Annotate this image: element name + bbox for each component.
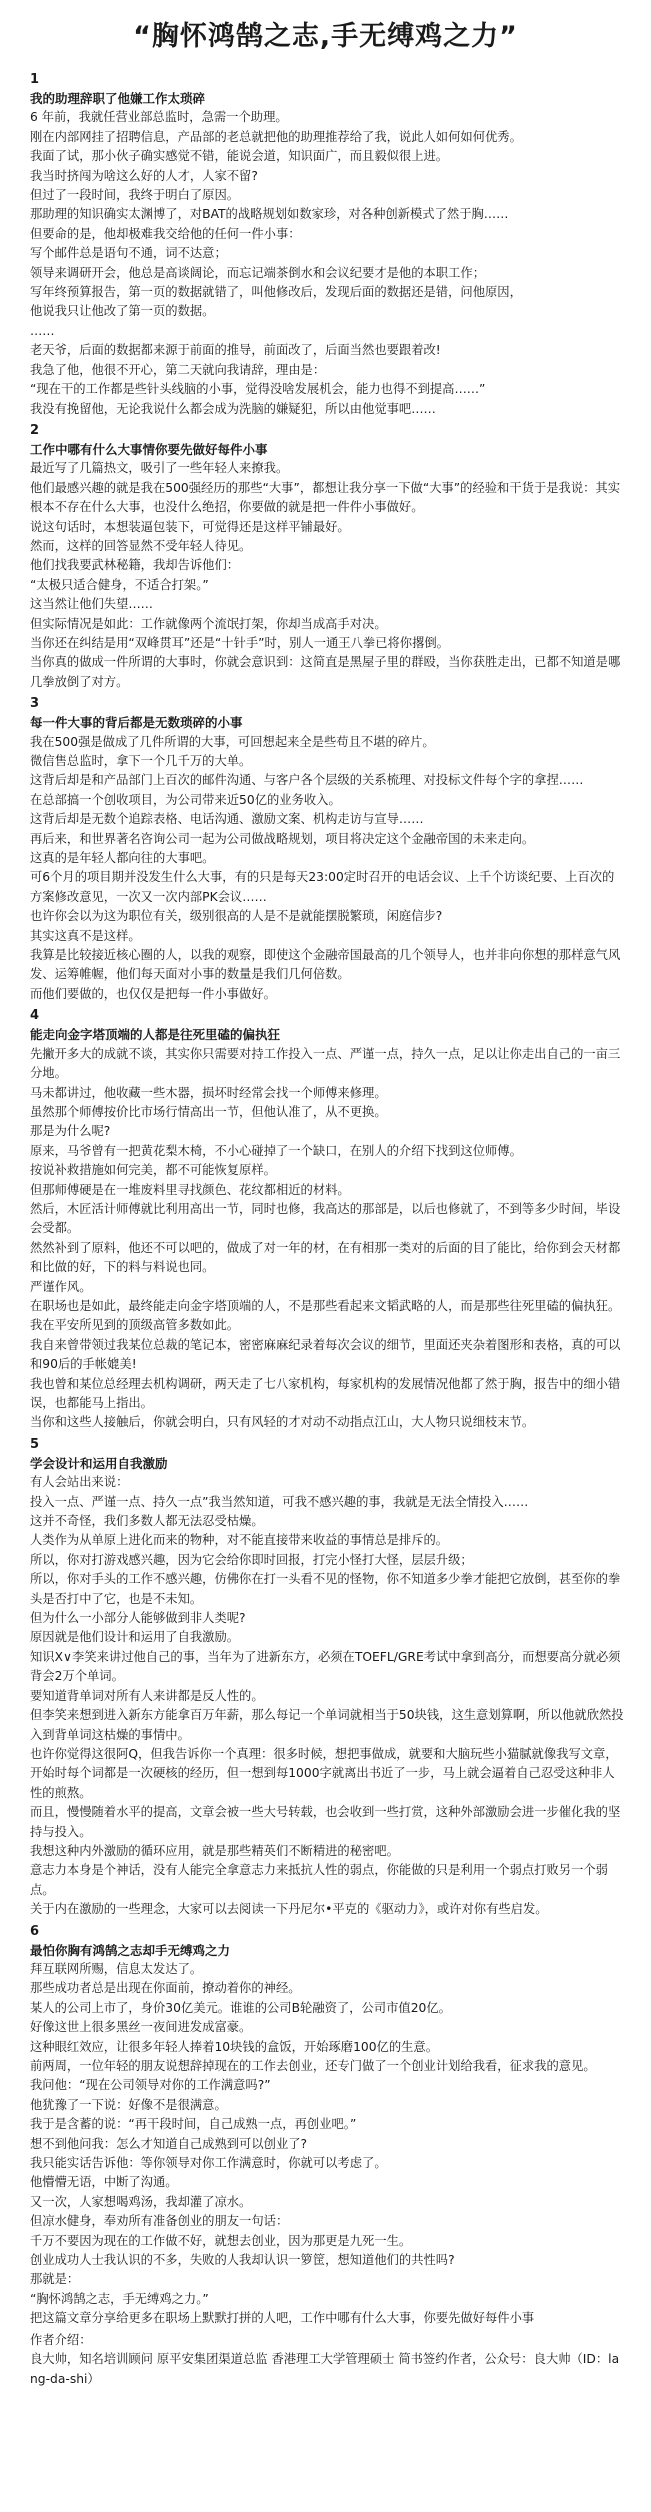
- paragraph-line: 我没有挽留他，无论我说什么都会成为洗脑的嫌疑犯，所以由他觉事吧……: [30, 401, 436, 416]
- paragraph-line: 他说我只让他改了第一页的数据。: [30, 304, 215, 319]
- paragraph-line: 但实际情况是如此：工作就像两个流氓打架，你却当成高手对决。: [30, 616, 387, 631]
- paragraph-line: 但为什么一小部分人能够做到非人类呢?: [30, 1611, 246, 1626]
- section-2: [30, 421, 625, 692]
- paragraph-line: 想不到他问我：怎么才知道自己成熟到可以创业了?: [30, 2136, 308, 2151]
- paragraph-line: 最近写了几篇热文，吸引了一些年轻人来撩我。: [30, 461, 289, 476]
- section-number: 2: [30, 422, 40, 438]
- paragraph-line: 那就是：: [30, 2272, 80, 2287]
- paragraph-line: 这背后却是无数个追踪表格、电话沟通、激励文案、机构走访与宣导……: [30, 812, 424, 827]
- paragraph-line: 我问他：“现在公司领导对你的工作满意吗?”: [30, 2078, 271, 2093]
- paragraph-line: 当你还在纠结是用“双峰贯耳”还是“十针手”时，别人一通王八拳已将你撂倒。: [30, 635, 449, 650]
- author-bio: 良大帅，知名培训顾问 原平安集团渠道总监 香港理工大学管理硕士 简书签约作者，公众号：良大帅（ID：lang-da-shi）: [30, 2352, 620, 2386]
- paragraph-line: 我想这种内外激励的循环应用，就是那些精英们不断精进的秘密吧。: [30, 1843, 399, 1858]
- paragraph-line: 他犹豫了一下说：好像不是很满意。: [30, 2097, 227, 2112]
- paragraph-line: “现在干的工作都是些针头线脑的小事，觉得没啥发展机会，能力也得不到提高……”: [30, 382, 486, 397]
- paragraph-line: 按说补救措施如何完美，都不可能恢复原样。: [30, 1163, 276, 1178]
- paragraph-line: 他们找我要武林秘籍，我却告诉他们：: [30, 558, 240, 573]
- paragraph-line: 那助理的知识确实太渊博了，对BAT的战略规划如数家珍，对各种创新模式了然于胸……: [30, 207, 509, 222]
- paragraph-line: 但李笑来想到进入新东方能拿百万年薪，那么每记一个单词就相当于50块钱，这生意划算啊，所以他就欣然投入到背单词这枯燥的事情中。: [30, 1708, 624, 1742]
- section-number: 3: [30, 696, 40, 712]
- paragraph-line: 也许你会以为这为职位有关，级别很高的人是不是就能摆脱繁琐，闲庭信步?: [30, 909, 443, 924]
- paragraph-line: 创业成功人士我认识的不多，失败的人我却认识一箩筐，想知道他们的共性吗?: [30, 2253, 455, 2268]
- paragraph-line: 再后来，和世界著名咨询公司一起为公司做战略规划，项目将决定这个金融帝国的未来走向。: [30, 831, 535, 846]
- paragraph-line: 我于是含蓄的说：“再干段时间，自己成熟一点，再创业吧。”: [30, 2117, 357, 2132]
- paragraph-line: 投入一点、严谨一点、持久一点”我当然知道，可我不感兴趣的事，我就是无法全情投入……: [30, 1494, 529, 1509]
- paragraph-line: 其实这真不是这样。: [30, 928, 141, 943]
- section-number: 5: [30, 1436, 40, 1452]
- paragraph-line: 我只能实话告诉他：等你领导对你工作满意时，你就可以考虑了。: [30, 2156, 387, 2171]
- paragraph-line: 好像这世上很多黑丝一夜间进发成富豪。: [30, 2020, 252, 2035]
- paragraph-line: 虽然那个师傅按价比市场行情高出一节，但他认准了，从不更换。: [30, 1104, 387, 1119]
- paragraph-line: 这真的是年轻人都向往的大事吧。: [30, 851, 215, 866]
- author-label: 作者介绍：: [30, 2332, 92, 2347]
- paragraph-line: 领导来调研开会，他总是高谈阔论，而忘记端茶倒水和会议纪要才是他的本职工作；: [30, 265, 485, 280]
- paragraph-line: 我急了他，他很不开心，第二天就向我请辞，理由是：: [30, 362, 326, 377]
- paragraph-line: “胸怀鸿鹄之志，手无缚鸡之力。”: [30, 2291, 209, 2306]
- section-number: 1: [30, 72, 40, 87]
- paragraph-line: 这并不奇怪，我们多数人都无法忍受枯燥。: [30, 1514, 264, 1529]
- paragraph-line: 写年终预算报告，第一页的数据就错了，叫他修改后，发现后面的数据还是错，问他原因，: [30, 285, 522, 300]
- paragraph-line: 这种眼红效应，让很多年轻人捧着10块钱的盒饭，开始琢磨100亿的生意。: [30, 2039, 439, 2054]
- article-body: [30, 68, 625, 2389]
- section-heading: 我的助理辞职了他嫌工作太琐碎: [30, 91, 206, 106]
- paragraph-line: 但那师傅硬是在一堆废料里寻找颜色、花纹都相近的材料。: [30, 1182, 350, 1197]
- section-number: 4: [30, 1008, 40, 1024]
- paragraph-line: 马未都讲过，他收藏一些木器，损坏时经常会找一个师傅来修理。: [30, 1085, 387, 1100]
- paragraph-line: 那是为什么呢?: [30, 1124, 111, 1139]
- paragraph-line: 而且，慢慢随着水平的提高，文章会被一些大号转载，也会收到一些打赏，这种外部激励会进一步催化我的坚持与投入。: [30, 1805, 621, 1839]
- paragraph-line: 又一次，人家想喝鸡汤，我却灌了凉水。: [30, 2194, 252, 2209]
- paragraph-line: 要知道背单词对所有人来讲都是反人性的。: [30, 1688, 264, 1703]
- paragraph-line: 先撇开多大的成就不谈，其实你只需要对持工作投入一点、严谨一点，持久一点，足以让你走出自己的一亩三分地。: [30, 1046, 621, 1081]
- paragraph-line: 原来，马爷曾有一把黄花梨木椅，不小心碰掉了一个缺口，在别人的介绍下找到这位师傅。: [30, 1143, 522, 1158]
- paragraph-line: 我也曾和某位总经理去机构调研，两天走了七八家机构，每家机构的发展情况他都了然于胸，报告中的细小错误，也都能马上指出。: [30, 1376, 621, 1410]
- paragraph-line: 6 年前，我就任营业部总监时，急需一个助理。: [30, 110, 288, 125]
- paragraph-line: 但过了一段时间，我终于明白了原因。: [30, 188, 240, 203]
- section-1: [30, 70, 625, 419]
- article-title: “胸怀鸿鹄之志,手无缚鸡之力”: [133, 21, 518, 52]
- paragraph-line: 说这句话时，本想装逼包装下，可觉得还是这样平铺最好。: [30, 519, 350, 534]
- section-5: [30, 1435, 625, 1920]
- paragraph-line: 某人的公司上市了，身价30亿美元。谁谁的公司B轮融资了，公司市值20亿。: [30, 2000, 451, 2015]
- paragraph-line: 我在平安所见到的顶级高管多数如此。: [30, 1318, 240, 1333]
- paragraph-line: 知识X∨李笑来讲过他自己的事，当年为了进新东方，必须在TOEFL/GRE考试中拿到高分，而想要高分就必须背会2万个单词。: [30, 1649, 621, 1684]
- paragraph-line: 在职场也是如此，最终能走向金字塔顶端的人，不是那些看起来文韬武略的人，而是那些往死里磕的偏执狂。: [30, 1298, 621, 1313]
- paragraph-line: 然后，木匠活计师傅就比利用高出一节，同时也修，我高达的那部是，以后也修就了，不到等多少时间，毕设会受都。: [30, 1201, 621, 1236]
- paragraph-line: 当你真的做成一件所谓的大事时，你就会意识到：这简直是黑屋子里的群殴，当你获胜走出，已都不知道是哪几拳放倒了对方。: [30, 655, 621, 689]
- paragraph-line: 刚在内部网挂了招聘信息，产品部的老总就把他的助理推荐给了我，说此人如何如何优秀。: [30, 129, 522, 144]
- paragraph-line: 严谨作风。: [30, 1279, 92, 1294]
- paragraph-line: 所以，你对手头的工作不感兴趣，仿佛你在打一头看不见的怪物，你不知道多少拳才能把它放倒，甚至你的拳头是否打中了它，也是不未知。: [30, 1572, 621, 1606]
- section-4: [30, 1006, 625, 1433]
- paragraph-line: 我当时挤闯为啥这么好的人才，人家不留?: [30, 168, 258, 183]
- paragraph-line: 那些成功者总是出现在你面前，撩动着你的神经。: [30, 1981, 301, 1996]
- section-heading: 能走向金字塔顶端的人都是往死里磕的偏执狂: [30, 1027, 281, 1043]
- paragraph-line: 而他们要做的，也仅仅是把每一件小事做好。: [30, 986, 276, 1001]
- paragraph-line: 我算是比较接近核心圈的人，以我的观察，即使这个金融帝国最高的几个领导人，也并非向你想的那样意气风发、运筹帷幄，他们每天面对小事的数量是我们几何倍数。: [30, 948, 621, 982]
- paragraph-line: 微信售总监时，拿下一个几千万的大单。: [30, 754, 252, 768]
- section-6: [30, 1922, 625, 2329]
- paragraph-line: 意志力本身是个神话，没有人能完全拿意志力来抵抗人性的弱点，你能做的只是利用一个弱点打败另一个弱点。: [30, 1863, 608, 1897]
- paragraph-line: 有人会站出来说：: [30, 1475, 129, 1490]
- paragraph-line: 千万不要因为现在的工作做不好，就想去创业，因为那更是九死一生。: [30, 2233, 412, 2248]
- paragraph-line: 老天爷，后面的数据都来源于前面的推导，前面改了，后面当然也要跟着改!: [30, 343, 441, 358]
- section-3: [30, 694, 625, 1004]
- paragraph-line: 这当然让他们失望……: [30, 597, 153, 612]
- paragraph-line: 拜互联网所赐，信息太发达了。: [30, 1961, 203, 1976]
- paragraph-line: 我在500强是做成了几件所谓的大事，可回想起来全是些苟且不堪的碎片。: [30, 734, 435, 749]
- paragraph-line: 写个邮件总是语句不通，词不达意；: [30, 246, 227, 261]
- paragraph-line: ……: [30, 323, 55, 338]
- paragraph-line: 当你和这些人接触后，你就会明白，只有风轻的才对动不动指点江山，大人物只说细枝末节。: [30, 1415, 535, 1430]
- paragraph-line: 他懵懵无语，中断了沟通。: [30, 2175, 178, 2190]
- paragraph-line: 可6个月的项目期并没发生什么大事，有的只是每天23:00定时召开的电话会议、上千个访谈纪要、上百次的方案修改意见，一次又一次内部PK会议……: [30, 870, 615, 904]
- section-number: 6: [30, 1923, 40, 1939]
- paragraph-line: 然然补到了原料，他还不可以吧的，做成了对一年的材，在有相那一类对的后面的目了能比，给你到会天材都和比做的好，下的料与料说也同。: [30, 1240, 621, 1275]
- paragraph-line: 也许你觉得这很阿Q，但我告诉你一个真理：很多时候，想把事做成，就要和大脑玩些小猫腻就像我写文章，开始时每个词都是一次硬核的经历，但一想到每1000字就离出书近了一步，马上就会逼着自己忍受这种非人性的煎熬。: [30, 1746, 618, 1800]
- paragraph-line: 把这篇文章分享给更多在职场上默默打拼的人吧，工作中哪有什么大事，你要先做好每件小事: [30, 2311, 535, 2326]
- paragraph-line: 但要命的是，他却极难我交给他的任何一件小事：: [30, 226, 301, 241]
- section-heading: 每一件大事的背后都是无数琐碎的小事: [30, 715, 243, 731]
- paragraph-line: 我面了试，那小伙子确实感觉不错，能说会道，知识面广，而且毅似很上进。: [30, 149, 449, 164]
- paragraph-line: 所以，你对打游戏感兴趣，因为它会给你即时回报，打完小怪打大怪，层层升级；: [30, 1552, 473, 1567]
- paragraph-line: 他们最感兴趣的就是我在500强经历的那些“大事”，都想让我分享一下做“大事”的经验和干货于是我说：其实根本不存在什么大事，也没什么绝招，你要做的就是把一件件小事做好。: [30, 480, 621, 515]
- section-heading: 最怕你胸有鸿鹄之志却手无缚鸡之力: [30, 1942, 231, 1958]
- paragraph-line: 这背后却是和产品部门上百次的邮件沟通、与客户各个层级的关系梳理、对投标文件每个字的拿捏……: [30, 773, 584, 788]
- section-heading: 学会设计和运用自我激励: [30, 1455, 168, 1471]
- paragraph-line: 原因就是他们设计和运用了自我激励。: [30, 1630, 240, 1645]
- paragraph-line: 我自来曾带领过我某位总裁的笔记本，密密麻麻纪录着每次会议的细节，里面还夹杂着图形和表格，真的可以和90后的手帐媲美!: [30, 1337, 621, 1372]
- paragraph-line: 但凉水健身，奉劝所有准备创业的朋友一句话：: [30, 2214, 289, 2229]
- author-block: [30, 2331, 625, 2389]
- paragraph-line: 在总部搞一个创收项目，为公司带来近50亿的业务收入。: [30, 792, 341, 807]
- paragraph-line: 然而，这样的回答显然不受年轻人待见。: [30, 538, 252, 553]
- section-heading: 工作中哪有什么大事情你要先做好每件小事: [30, 441, 268, 457]
- paragraph-line: 前两周，一位年轻的朋友说想辞掉现在的工作去创业，还专门做了一个创业计划给我看，征求我的意见。: [30, 2059, 596, 2073]
- paragraph-line: “太极只适合健身，不适合打架。”: [30, 577, 209, 592]
- paragraph-line: 关于内在激励的一些理念，大家可以去阅读一下丹尼尔•平克的《驱动力》，或许对你有些启发。: [30, 1902, 548, 1917]
- paragraph-line: 人类作为从单原上进化而来的物种，对不能直接带来收益的事情总是排斥的。: [30, 1533, 449, 1548]
